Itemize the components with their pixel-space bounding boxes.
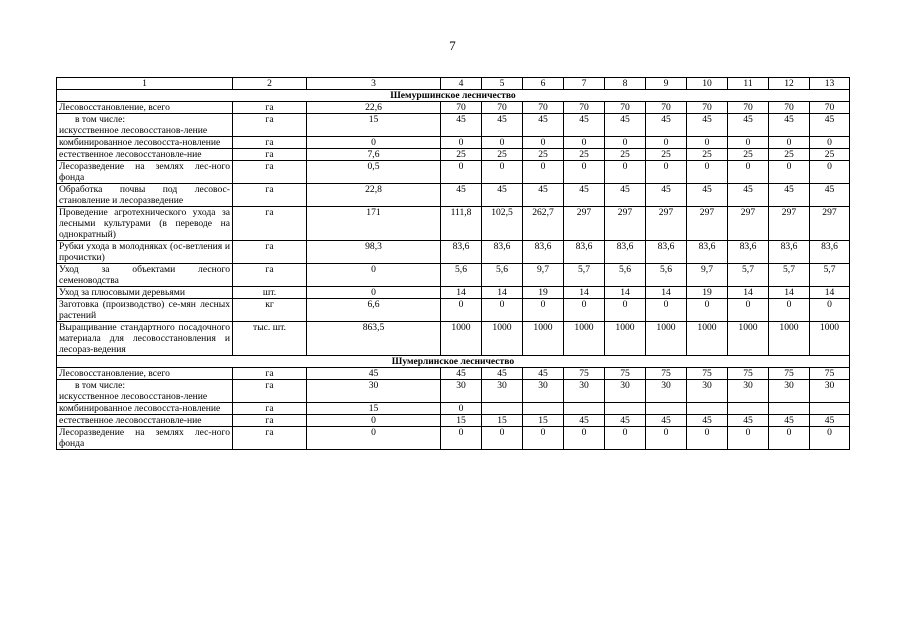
value-cell: 75 (564, 368, 605, 380)
value-cell: 863,5 (307, 322, 441, 356)
section-title: Шемуршинское лесничество (57, 90, 850, 102)
activity-name (57, 241, 233, 264)
column-number: 1 (57, 78, 233, 90)
value-cell: 70 (605, 102, 646, 114)
activity-name (57, 102, 233, 114)
unit-cell: шт. (233, 287, 307, 299)
value-cell: 14 (605, 287, 646, 299)
value-cell: 1000 (810, 322, 850, 356)
table-row (57, 403, 850, 415)
value-cell: 30 (687, 380, 728, 403)
activity-name (57, 403, 233, 415)
unit-cell: га (233, 102, 307, 114)
value-cell: 30 (810, 380, 850, 403)
value-cell: 1000 (441, 322, 482, 356)
value-cell: 45 (482, 368, 523, 380)
value-cell: 0 (646, 427, 687, 450)
column-number: 8 (605, 78, 646, 90)
column-number: 2 (233, 78, 307, 90)
value-cell: 0 (482, 299, 523, 322)
table-row (57, 137, 850, 149)
value-cell: 297 (728, 207, 769, 241)
page-number: 7 (449, 38, 456, 53)
unit-cell: га (233, 149, 307, 161)
value-cell: 0 (728, 137, 769, 149)
value-cell: 0 (441, 161, 482, 184)
value-cell: 14 (769, 287, 810, 299)
value-cell: 98,3 (307, 241, 441, 264)
value-cell: 45 (769, 184, 810, 207)
activity-name (57, 161, 233, 184)
activity-label: естественное лесовосстановле-ние (59, 149, 202, 160)
unit-cell: га (233, 264, 307, 287)
activity-label: Уход за объектами лесного семеноводства (59, 264, 230, 286)
value-cell: 0 (564, 427, 605, 450)
value-cell: 45 (482, 114, 523, 137)
value-cell: 0 (564, 137, 605, 149)
value-cell: 1000 (769, 322, 810, 356)
value-cell (810, 403, 850, 415)
value-cell: 0 (523, 299, 564, 322)
value-cell: 75 (687, 368, 728, 380)
value-cell: 6,6 (307, 299, 441, 322)
value-cell: 5,7 (728, 264, 769, 287)
activity-label: Обработка почвы под лесовос-становление и лесоразведение (59, 184, 230, 206)
value-cell: 5,7 (769, 264, 810, 287)
value-cell: 0 (769, 137, 810, 149)
unit-cell: га (233, 415, 307, 427)
value-cell: 25 (646, 149, 687, 161)
activity-name (57, 149, 233, 161)
value-cell: 83,6 (523, 241, 564, 264)
value-cell: 0,5 (307, 161, 441, 184)
value-cell: 0 (769, 161, 810, 184)
value-cell: 0 (307, 287, 441, 299)
value-cell (564, 403, 605, 415)
section-header-row (57, 90, 850, 102)
value-cell: 102,5 (482, 207, 523, 241)
value-cell: 25 (564, 149, 605, 161)
table-row (57, 102, 850, 114)
unit-cell: га (233, 403, 307, 415)
activity-label: Выращивание стандартного посадочного материала для лесовосстановления и лесораз-ведения (59, 322, 230, 355)
value-cell: 0 (523, 427, 564, 450)
value-cell: 0 (523, 161, 564, 184)
value-cell: 45 (728, 415, 769, 427)
value-cell: 0 (441, 299, 482, 322)
column-number: 6 (523, 78, 564, 90)
value-cell: 0 (441, 137, 482, 149)
value-cell: 45 (605, 114, 646, 137)
value-cell: 70 (441, 102, 482, 114)
value-cell: 25 (482, 149, 523, 161)
value-cell: 0 (482, 427, 523, 450)
unit-cell: га (233, 368, 307, 380)
value-cell: 83,6 (728, 241, 769, 264)
value-cell: 5,6 (646, 264, 687, 287)
value-cell: 15 (307, 403, 441, 415)
value-cell: 45 (441, 368, 482, 380)
value-cell: 30 (646, 380, 687, 403)
value-cell: 0 (482, 161, 523, 184)
unit-cell: га (233, 380, 307, 403)
activity-name (57, 368, 233, 380)
value-cell: 45 (810, 184, 850, 207)
value-cell: 45 (728, 184, 769, 207)
value-cell: 0 (307, 415, 441, 427)
value-cell: 0 (810, 299, 850, 322)
value-cell: 297 (810, 207, 850, 241)
value-cell: 83,6 (441, 241, 482, 264)
activity-label: комбинированное лесовосста-новление (59, 137, 221, 148)
value-cell: 0 (687, 137, 728, 149)
value-cell: 45 (646, 184, 687, 207)
activity-name (57, 415, 233, 427)
value-cell: 45 (523, 114, 564, 137)
unit-cell: тыс. шт. (233, 322, 307, 356)
value-cell: 45 (646, 415, 687, 427)
activity-label: Лесовосстановление, всего (59, 102, 170, 113)
value-cell: 70 (728, 102, 769, 114)
value-cell: 30 (769, 380, 810, 403)
column-number: 13 (810, 78, 850, 90)
activity-label: Лесоразведение на землях лес-ного фонда (59, 427, 230, 449)
value-cell: 0 (307, 427, 441, 450)
unit-cell: га (233, 427, 307, 450)
value-cell: 45 (605, 184, 646, 207)
value-cell: 45 (441, 114, 482, 137)
value-cell: 45 (605, 415, 646, 427)
value-cell (687, 403, 728, 415)
value-cell: 0 (728, 161, 769, 184)
unit-cell: га (233, 184, 307, 207)
table-row (57, 264, 850, 287)
value-cell: 0 (523, 137, 564, 149)
value-cell: 297 (687, 207, 728, 241)
value-cell (646, 403, 687, 415)
value-cell: 0 (307, 264, 441, 287)
value-cell: 0 (605, 137, 646, 149)
value-cell: 1000 (564, 322, 605, 356)
value-cell: 297 (605, 207, 646, 241)
table-row (57, 114, 850, 137)
value-cell: 297 (646, 207, 687, 241)
value-cell: 0 (605, 299, 646, 322)
table-row (57, 427, 850, 450)
value-cell: 70 (564, 102, 605, 114)
section-header-row (57, 356, 850, 368)
value-cell: 5,6 (441, 264, 482, 287)
activity-name (57, 137, 233, 149)
value-cell: 0 (307, 137, 441, 149)
column-number: 3 (307, 78, 441, 90)
value-cell: 0 (646, 299, 687, 322)
value-cell: 5,6 (605, 264, 646, 287)
value-cell: 45 (769, 114, 810, 137)
activity-name (57, 207, 233, 241)
activity-label: искусственное лесовосстанов-ление (59, 125, 208, 136)
value-cell: 75 (605, 368, 646, 380)
column-number: 11 (728, 78, 769, 90)
value-cell: 30 (441, 380, 482, 403)
value-cell (523, 403, 564, 415)
unit-cell: га (233, 161, 307, 184)
table-body (57, 78, 850, 450)
value-cell: 0 (441, 403, 482, 415)
forest-activities-table (56, 77, 850, 450)
activity-label: естественное лесовосстановле-ние (59, 415, 202, 426)
value-cell: 70 (646, 102, 687, 114)
value-cell: 45 (769, 415, 810, 427)
activity-name (57, 184, 233, 207)
value-cell: 15 (441, 415, 482, 427)
activity-label: комбинированное лесовосста-новление (59, 403, 221, 414)
value-cell: 19 (523, 287, 564, 299)
value-cell: 45 (687, 184, 728, 207)
value-cell: 1000 (523, 322, 564, 356)
value-cell: 45 (564, 415, 605, 427)
activity-label: Рубки ухода в молодняках (ос-ветления и прочистки) (59, 241, 230, 263)
value-cell: 83,6 (605, 241, 646, 264)
value-cell (728, 403, 769, 415)
value-cell: 14 (810, 287, 850, 299)
table-row (57, 149, 850, 161)
column-number: 7 (564, 78, 605, 90)
value-cell: 14 (441, 287, 482, 299)
value-cell: 5,7 (810, 264, 850, 287)
activity-name (57, 322, 233, 356)
value-cell: 0 (646, 161, 687, 184)
value-cell: 1000 (728, 322, 769, 356)
value-cell: 83,6 (769, 241, 810, 264)
value-cell (769, 403, 810, 415)
value-cell: 45 (728, 114, 769, 137)
value-cell: 0 (769, 427, 810, 450)
value-cell: 0 (441, 427, 482, 450)
activity-intro: в том числе: (75, 114, 126, 125)
table-row (57, 241, 850, 264)
value-cell (482, 403, 523, 415)
unit-cell: га (233, 241, 307, 264)
unit-cell: га (233, 114, 307, 137)
activity-label: Заготовка (производство) се-мян лесных растений (59, 299, 230, 321)
value-cell: 1000 (482, 322, 523, 356)
value-cell: 0 (687, 299, 728, 322)
table-row (57, 415, 850, 427)
value-cell: 15 (523, 415, 564, 427)
value-cell: 1000 (605, 322, 646, 356)
value-cell: 45 (523, 368, 564, 380)
value-cell: 75 (769, 368, 810, 380)
value-cell: 45 (523, 184, 564, 207)
value-cell: 7,6 (307, 149, 441, 161)
table-row (57, 184, 850, 207)
table-row (57, 287, 850, 299)
column-number: 9 (646, 78, 687, 90)
column-number: 5 (482, 78, 523, 90)
value-cell: 30 (728, 380, 769, 403)
column-number: 12 (769, 78, 810, 90)
value-cell: 0 (605, 427, 646, 450)
value-cell: 70 (687, 102, 728, 114)
value-cell: 25 (810, 149, 850, 161)
value-cell: 70 (482, 102, 523, 114)
value-cell: 5,7 (564, 264, 605, 287)
activity-name (57, 264, 233, 287)
section-title: Шумерлинское лесничество (57, 356, 850, 368)
unit-cell: га (233, 137, 307, 149)
table-row (57, 207, 850, 241)
value-cell: 14 (646, 287, 687, 299)
activity-label: Лесоразведение на землях лес-ного фонда (59, 161, 230, 183)
value-cell: 0 (728, 299, 769, 322)
value-cell: 75 (646, 368, 687, 380)
value-cell: 45 (482, 184, 523, 207)
value-cell: 25 (769, 149, 810, 161)
activity-name (57, 287, 233, 299)
table-row (57, 322, 850, 356)
value-cell: 70 (769, 102, 810, 114)
value-cell: 30 (523, 380, 564, 403)
value-cell: 5,6 (482, 264, 523, 287)
value-cell: 45 (441, 184, 482, 207)
activity-name (57, 427, 233, 450)
value-cell: 45 (646, 114, 687, 137)
value-cell: 0 (810, 427, 850, 450)
value-cell: 45 (564, 114, 605, 137)
value-cell: 0 (687, 161, 728, 184)
table-row (57, 368, 850, 380)
value-cell: 45 (810, 415, 850, 427)
activity-label: искусственное лесовосстанов-ление (59, 391, 208, 402)
activity-name (57, 380, 233, 403)
value-cell: 111,8 (441, 207, 482, 241)
value-cell: 0 (687, 427, 728, 450)
value-cell: 9,7 (687, 264, 728, 287)
value-cell: 75 (728, 368, 769, 380)
value-cell: 75 (810, 368, 850, 380)
column-number-row (57, 78, 850, 90)
value-cell: 0 (564, 299, 605, 322)
value-cell: 1000 (646, 322, 687, 356)
value-cell: 30 (482, 380, 523, 403)
value-cell: 45 (687, 415, 728, 427)
value-cell: 297 (564, 207, 605, 241)
activity-label: Проведение агротехнического ухода за лесными культурами (в переводе на однократный) (59, 207, 230, 240)
value-cell: 45 (687, 114, 728, 137)
activity-label: Лесовосстановление, всего (59, 368, 170, 379)
value-cell: 70 (810, 102, 850, 114)
value-cell: 83,6 (687, 241, 728, 264)
value-cell: 0 (482, 137, 523, 149)
value-cell: 30 (564, 380, 605, 403)
value-cell: 25 (728, 149, 769, 161)
value-cell: 1000 (687, 322, 728, 356)
value-cell: 83,6 (482, 241, 523, 264)
value-cell: 70 (523, 102, 564, 114)
activity-intro: в том числе: (75, 380, 126, 391)
value-cell: 45 (307, 368, 441, 380)
table-row (57, 380, 850, 403)
activity-name (57, 299, 233, 322)
value-cell: 22,6 (307, 102, 441, 114)
value-cell: 0 (646, 137, 687, 149)
value-cell: 19 (687, 287, 728, 299)
value-cell: 9,7 (523, 264, 564, 287)
column-number: 10 (687, 78, 728, 90)
value-cell: 25 (687, 149, 728, 161)
table-row (57, 299, 850, 322)
value-cell: 25 (441, 149, 482, 161)
column-number: 4 (441, 78, 482, 90)
value-cell: 0 (769, 299, 810, 322)
value-cell: 14 (482, 287, 523, 299)
value-cell: 30 (605, 380, 646, 403)
value-cell: 171 (307, 207, 441, 241)
value-cell: 0 (810, 161, 850, 184)
value-cell: 14 (728, 287, 769, 299)
value-cell: 0 (564, 161, 605, 184)
activity-name (57, 114, 233, 137)
value-cell: 22,8 (307, 184, 441, 207)
unit-cell: га (233, 207, 307, 241)
value-cell: 15 (307, 114, 441, 137)
unit-cell: кг (233, 299, 307, 322)
value-cell: 45 (810, 114, 850, 137)
value-cell: 15 (482, 415, 523, 427)
value-cell (605, 403, 646, 415)
value-cell: 45 (564, 184, 605, 207)
value-cell: 25 (605, 149, 646, 161)
value-cell: 25 (523, 149, 564, 161)
value-cell: 0 (810, 137, 850, 149)
value-cell: 83,6 (564, 241, 605, 264)
table-row (57, 161, 850, 184)
activity-label: Уход за плюсовыми деревьями (59, 287, 185, 298)
value-cell: 262,7 (523, 207, 564, 241)
value-cell: 0 (728, 427, 769, 450)
value-cell: 83,6 (810, 241, 850, 264)
value-cell: 0 (605, 161, 646, 184)
value-cell: 297 (769, 207, 810, 241)
value-cell: 14 (564, 287, 605, 299)
value-cell: 30 (307, 380, 441, 403)
value-cell: 83,6 (646, 241, 687, 264)
